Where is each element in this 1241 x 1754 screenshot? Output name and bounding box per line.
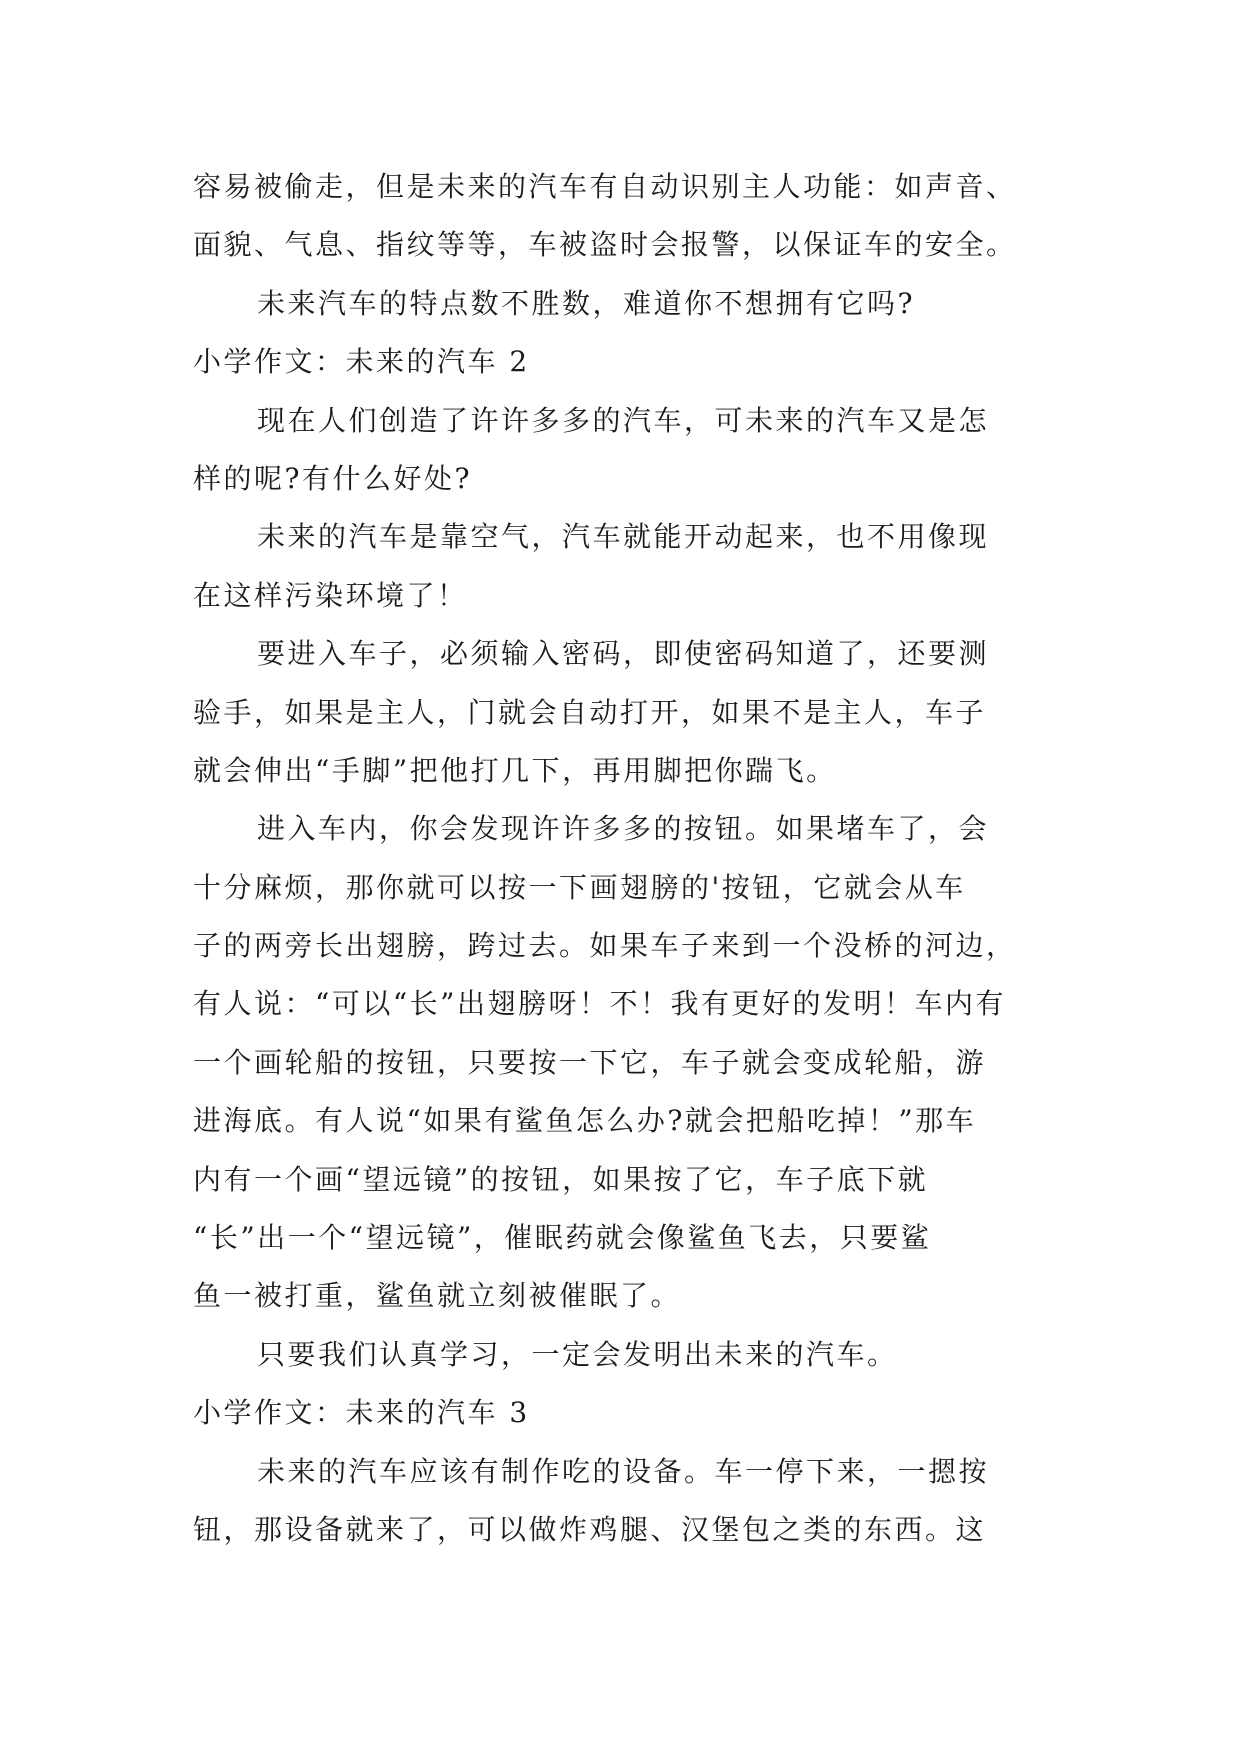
section-heading: 小学作文：未来的汽车 2	[193, 345, 530, 379]
text-line: 进海底。有人说“如果有鲨鱼怎么办?就会把船吃掉！”那车	[193, 1104, 977, 1138]
text-line: 内有一个画“望远镜”的按钮，如果按了它，车子底下就	[193, 1162, 929, 1196]
text-line: 就会伸出“手脚”把他打几下，再用脚把你踹飞。	[193, 753, 837, 787]
paragraph-start: 未来的汽车应该有制作吃的设备。车一停下来，一摁按	[257, 1454, 990, 1488]
text-line: 在这样污染环境了！	[193, 578, 468, 612]
section-heading: 小学作文：未来的汽车 3	[193, 1396, 530, 1430]
document-body	[193, 158, 1048, 1559]
paragraph-start: 只要我们认真学习，一定会发明出未来的汽车。	[257, 1337, 898, 1371]
paragraph-start: 现在人们创造了许许多多的汽车，可未来的汽车又是怎	[257, 403, 990, 437]
text-line: 有人说：“可以“长”出翅膀呀！不！我有更好的发明！车内有	[193, 987, 1006, 1021]
text-line: 一个画轮船的按钮，只要按一下它，车子就会变成轮船，游	[193, 1045, 987, 1079]
text-line: 样的呢?有什么好处?	[193, 461, 473, 495]
text-line: 容易被偷走，但是未来的汽车有自动识别主人功能：如声音、	[193, 170, 1017, 203]
text-line: 验手，如果是主人，门就会自动打开，如果不是主人，车子	[193, 695, 987, 729]
paragraph-start: 未来的汽车是靠空气，汽车就能开动起来，也不用像现	[257, 520, 990, 554]
text-line: 面貌、气息、指纹等等，车被盗时会报警，以保证车的安全。	[193, 228, 1017, 262]
text-line: 鱼一被打重，鲨鱼就立刻被催眠了。	[193, 1279, 682, 1313]
paragraph-start: 进入车内，你会发现许许多多的按钮。如果堵车了，会	[257, 812, 990, 846]
text-line: 十分麻烦，那你就可以按一下画翅膀的'按钮，它就会从车	[193, 870, 966, 904]
text-line: 子的两旁长出翅膀，跨过去。如果车子来到一个没桥的河边，	[193, 929, 1017, 963]
text-line: “长”出一个“望远镜”，催眠药就会像鲨鱼飞去，只要鲨	[193, 1221, 932, 1255]
paragraph-start: 未来汽车的特点数不胜数，难道你不想拥有它吗?	[257, 286, 916, 320]
paragraph-start: 要进入车子，必须输入密码，即使密码知道了，还要测	[257, 637, 990, 671]
text-line: 钮，那设备就来了，可以做炸鸡腿、汉堡包之类的东西。这	[193, 1512, 987, 1546]
